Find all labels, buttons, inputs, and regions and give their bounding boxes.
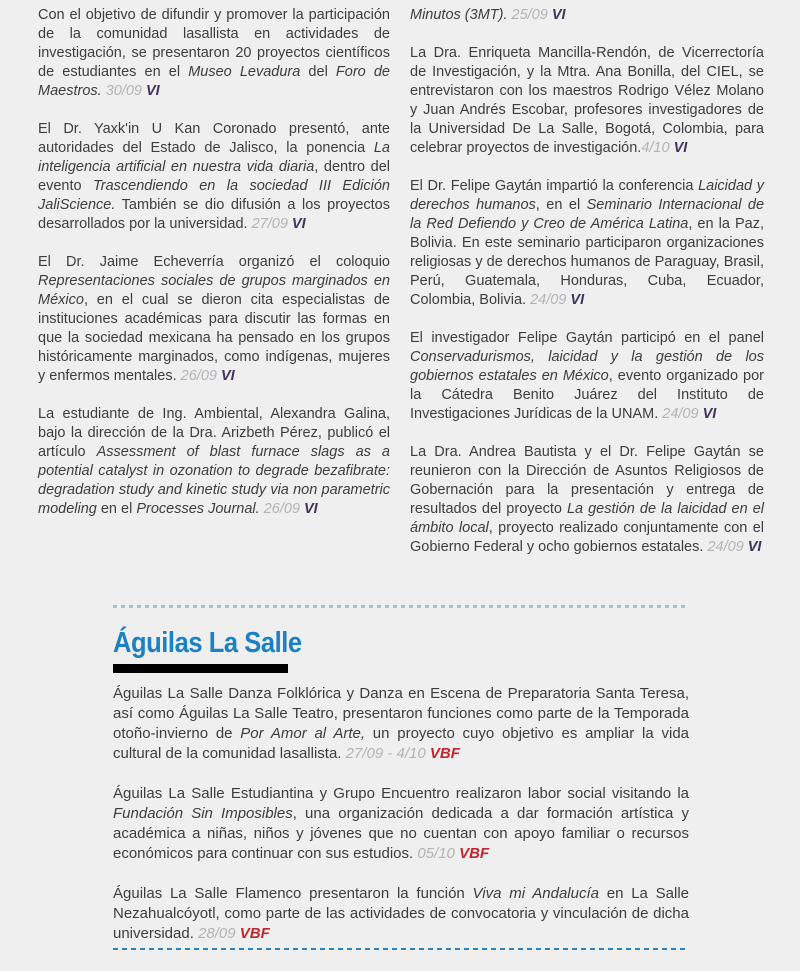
credit-initials: VI — [220, 368, 235, 384]
date-label: 24/09 — [530, 292, 571, 308]
credit-initials: VBF — [429, 745, 460, 762]
credit-initials: VBF — [459, 845, 490, 862]
body-text: , evento organizado por la Cátedra Benito Juárez del Instituto de Investigaciones Jurídicas de la UNAM. — [410, 368, 764, 422]
italic-title-text: Conservadurismos, laicidad y la gestión de los gobiernos estatales en México — [410, 349, 764, 384]
date-label: 27/09 — [251, 216, 292, 232]
section-heading: Águilas La Salle — [113, 627, 302, 659]
body-text: , proyecto realizado conjuntamente con el Gobierno Federal y ocho gobiernos estatales. — [410, 520, 764, 555]
italic-title-text: Museo Levadura — [188, 64, 301, 80]
date-label: 24/09 — [662, 406, 703, 422]
credit-initials: VI — [747, 539, 762, 555]
paragraph — [410, 329, 764, 424]
body-text: El Dr. Jaime Echeverría organizó el coloquio — [38, 254, 390, 270]
italic-title-text: Foro de Maestros. — [38, 64, 390, 99]
news-column-right — [410, 6, 764, 576]
paragraph — [410, 177, 764, 310]
paragraph — [410, 44, 764, 158]
date-label: 24/09 — [707, 539, 748, 555]
italic-title-text: La inteligencia artificial en nuestra vida diaria — [38, 140, 390, 175]
body-text: También se dio difusión a los proyectos desarrollados por la universidad. — [38, 197, 390, 232]
body-text: Águilas La Salle Danza Folklórica y Danza en Escena de Preparatoria Santa Teresa, así como Águilas La Salle Teatro, presentaron funciones como parte de la Temporada otoño-invierno de — [113, 685, 689, 742]
body-text: , en la Paz, Bolivia. En este seminario participaron organizaciones religiosas y de derechos humanos de Paraguay, Brasil, Perú, Guatemala, Honduras, Cuba, Ecuador, Colombia, Bolivia. — [410, 216, 764, 308]
body-text: un proyecto cuyo objetivo es ampliar la vida cultural de la comunidad lasallista. — [113, 725, 689, 762]
italic-title-text: Viva mi Andalucía — [472, 885, 599, 902]
date-label: 30/09 — [101, 83, 147, 99]
date-label: 28/09 — [198, 925, 240, 942]
aguilas-paragraphs — [113, 684, 689, 964]
credit-initials: VI — [146, 83, 160, 99]
credit-initials: VI — [304, 501, 318, 517]
date-label: 4/10 — [641, 140, 674, 156]
credit-initials: VI — [702, 406, 717, 422]
italic-title-text: Trascendiendo en la sociedad III Edición JaliScience. — [38, 178, 390, 213]
body-text: , en el — [535, 197, 587, 213]
body-text: El Dr. Felipe Gaytán impartió la conferencia — [410, 178, 699, 194]
body-text: La Dra. Enriqueta Mancilla-Rendón, de Vicerrectoría de Investigación, y la Mtra. Ana Bonilla, del CIEL, se entrevistaron con los maestros Rodrigo Vélez Molano y Juan Andrés Escobar, profesores investigadores de la Universidad De La Salle, Bogotá, Colombia, para celebrar proyectos de investigación. — [410, 45, 764, 156]
paragraph — [38, 405, 390, 519]
body-text: El investigador Felipe Gaytán participó en el panel — [410, 330, 764, 346]
paragraph — [113, 784, 689, 864]
credit-initials: VBF — [239, 925, 270, 942]
paragraph — [410, 443, 764, 557]
credit-initials: VI — [673, 140, 688, 156]
body-text: La Dra. Andrea Bautista y el Dr. Felipe Gaytán se reunieron con la Dirección de Asuntos Religiosos de Gobernación para la presentación y entrega de resultados del proyecto — [410, 444, 764, 517]
body-text: en La Salle Nezahualcóyotl, como parte de las actividades de convocatoria y vinculación de dicha universidad. — [113, 885, 689, 942]
paragraph — [410, 6, 764, 25]
italic-title-text: Por Amor al Arte, — [240, 725, 366, 742]
heading-underline-bar — [113, 664, 288, 673]
paragraph — [38, 120, 390, 234]
date-label: 25/09 — [507, 7, 552, 23]
body-text: Águilas La Salle Estudiantina y Grupo Encuentro realizaron labor social visitando la — [113, 785, 689, 802]
paragraph — [113, 684, 689, 764]
italic-title-text: Processes Journal. — [136, 501, 260, 517]
body-text: El Dr. Yaxk'in U Kan Coronado presentó, ante autoridades del Estado de Jalisco, la ponencia — [38, 121, 390, 156]
news-column-left — [38, 6, 390, 538]
body-text: Águilas La Salle Flamenco presentaron la función — [113, 885, 473, 902]
credit-initials: VI — [291, 216, 306, 232]
dashed-divider-top — [113, 605, 688, 608]
italic-title-text: Seminario Internacional de la Red Defiendo y Creo de América Latina — [410, 197, 765, 232]
body-text: , una organización dedicada a dar formación artística y académica a niñas, niños y jóvenes que no cuentan con apoyo familiar o recursos económicos para continuar con sus estudios. — [113, 805, 689, 862]
date-label: 26/09 — [180, 368, 221, 384]
date-label: 05/10 — [417, 845, 460, 862]
body-text: en el — [96, 501, 137, 517]
body-text: Con el objetivo de difundir y promover la participación de la comunidad lasallista en actividades de investigación, se presentaron 20 proyectos científicos de estudiantes en el — [38, 7, 390, 80]
paragraph — [38, 253, 390, 386]
credit-initials: VI — [551, 7, 566, 23]
date-label: 26/09 — [259, 501, 304, 517]
italic-title-text: Laicidad y derechos humanos — [410, 178, 764, 213]
date-label: 27/09 - 4/10 — [345, 745, 430, 762]
body-text: del — [300, 64, 336, 80]
italic-title-text: Representaciones sociales de grupos marginados en México — [38, 273, 390, 308]
italic-title-text: La gestión de la laicidad en el ámbito local — [410, 501, 764, 536]
italic-title-text: Assessment of blast furnace slags as a potential catalyst in ozonation to degrade bezafibrate: degradation study and kinetic study via non parametric modeling — [38, 444, 390, 517]
body-text: , en el cual se dieron cita especialistas de instituciones académicas para discutir las formas en que la sociedad mexicana ha pensado en los grupos históricamente marginados, como indígenas, mujeres y enfermos mentales. — [38, 292, 390, 384]
paragraph — [38, 6, 390, 101]
credit-initials: VI — [570, 292, 585, 308]
italic-title-text: Minutos (3MT). — [410, 7, 508, 23]
body-text: , dentro del evento — [38, 159, 390, 194]
paragraph — [113, 884, 689, 944]
body-text: La estudiante de Ing. Ambiental, Alexandra Galina, bajo la dirección de la Dra. Arizbeth Pérez, publicó el artículo — [38, 406, 390, 460]
italic-title-text: Fundación Sin Imposibles — [113, 805, 293, 822]
dashed-divider-bottom — [113, 948, 688, 950]
